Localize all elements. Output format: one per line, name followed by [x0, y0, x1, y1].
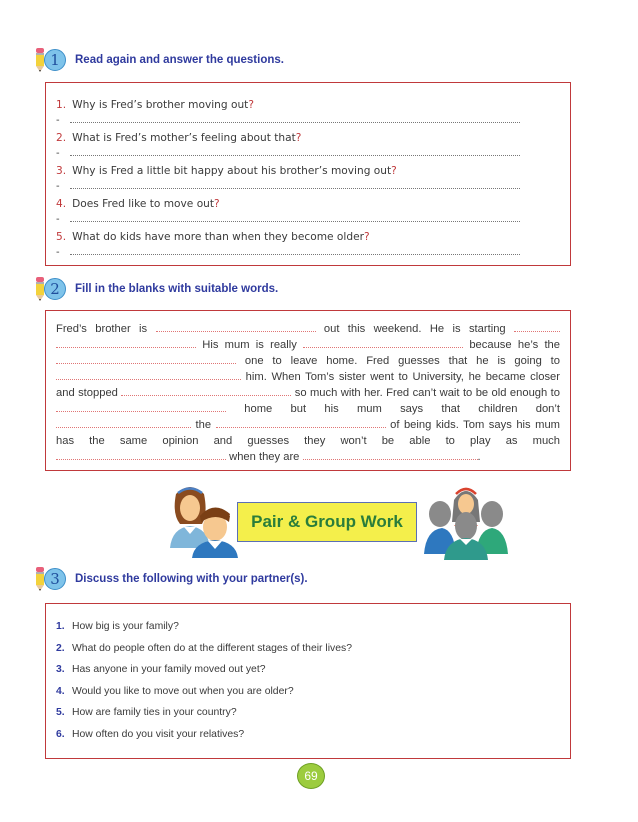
answer-dash: - [56, 247, 60, 258]
section-number-badge: 2 [44, 278, 66, 300]
page-number-badge: 69 [297, 763, 325, 789]
question-mark: ? [248, 99, 254, 111]
question-number: 2. [56, 132, 67, 144]
blank-field[interactable] [303, 450, 478, 460]
item-question-mark: ? [230, 707, 237, 718]
text-segment: home but his mum says that children don’t [244, 403, 561, 415]
answer-blank[interactable] [70, 114, 520, 123]
blank-field[interactable] [121, 386, 291, 396]
text-segment: him. When Tom’s sister went to University, he became closer and stopped [56, 371, 560, 399]
answer-line[interactable] [56, 246, 560, 262]
answer-blank[interactable] [70, 246, 520, 255]
text-segment: when they are [229, 451, 300, 463]
answer-blank[interactable] [70, 147, 520, 156]
answer-line[interactable] [56, 213, 560, 229]
item-question-mark: ? [259, 664, 266, 675]
discussion-box [45, 603, 571, 759]
section-number-badge: 3 [44, 568, 66, 590]
question-number: 1. [56, 99, 67, 111]
discussion-item [56, 702, 352, 724]
discussion-item [56, 681, 352, 703]
question-item [56, 196, 560, 213]
question-item [56, 163, 560, 180]
item-text: Has anyone in your family moved out yet [72, 664, 260, 675]
blank-field[interactable] [156, 322, 316, 332]
item-question-mark: ? [173, 621, 179, 632]
item-question-mark: ? [238, 728, 245, 740]
question-text: Why is Fred’s brother moving out [72, 99, 249, 111]
blank-field[interactable] [56, 370, 241, 380]
blank-field[interactable] [216, 418, 386, 428]
group-people-illustration [424, 482, 508, 560]
item-number: 3. [56, 664, 65, 675]
item-text: Would you like to move out when you are older [72, 685, 288, 697]
blank-field[interactable] [56, 354, 236, 364]
blank-field[interactable] [56, 402, 226, 412]
answer-blank[interactable] [70, 213, 520, 222]
fill-blanks-paragraph [56, 321, 560, 465]
text-segment: Fred’s brother is [56, 323, 148, 335]
question-text: What is Fred’s mother’s feeling about that [72, 132, 296, 144]
answer-line[interactable] [56, 147, 560, 163]
question-number: 5. [56, 231, 67, 243]
section-3-header [34, 566, 308, 592]
answer-dash: - [56, 148, 60, 159]
answer-dash: - [56, 214, 60, 225]
section-title: Discuss the following with your partner(s). [75, 573, 308, 585]
discussion-list [56, 616, 352, 745]
answer-dash: - [56, 181, 60, 192]
item-number: 4. [56, 685, 65, 697]
questions-box [45, 82, 571, 266]
answer-dash: - [56, 115, 60, 126]
blank-field[interactable] [514, 322, 560, 332]
banner-label: Pair & Group Work [251, 512, 403, 531]
item-text: How are family ties in your country [72, 707, 231, 718]
section-title: Read again and answer the questions. [75, 54, 284, 66]
discussion-item [56, 638, 352, 660]
question-mark: ? [363, 231, 370, 243]
blank-field[interactable] [56, 418, 191, 428]
text-segment: one to leave home. Fred guesses that he is going to [244, 355, 560, 367]
item-text: How big is your family [72, 621, 174, 632]
item-number: 2. [56, 642, 65, 654]
question-number: 4. [56, 198, 67, 210]
section-1-header [34, 47, 284, 73]
question-text: What do kids have more than when they become older [72, 231, 364, 243]
pencil-icon [34, 567, 46, 591]
question-mark: ? [214, 198, 220, 210]
question-item [56, 97, 560, 114]
discussion-item [56, 616, 352, 638]
text-segment: His mum is really [202, 339, 297, 351]
discussion-item [56, 659, 352, 681]
blank-field[interactable] [56, 450, 226, 460]
item-number: 5. [56, 707, 65, 718]
question-number: 3. [56, 165, 67, 177]
blank-field[interactable] [303, 338, 463, 348]
pencil-icon [34, 48, 46, 72]
text-segment: the [195, 419, 212, 431]
item-question-mark: ? [346, 642, 352, 654]
answer-line[interactable] [56, 114, 560, 130]
item-text: How often do you visit your relatives [72, 728, 239, 740]
pencil-icon [34, 277, 46, 301]
answer-line[interactable] [56, 180, 560, 196]
question-mark: ? [295, 132, 302, 144]
answer-blank[interactable] [70, 180, 520, 189]
text-segment: of being kids. Tom says his mum has the same opinion and guesses they won’t be able to play as much [56, 419, 560, 447]
section-title: Fill in the blanks with suitable words. [75, 283, 279, 295]
item-question-mark: ? [287, 685, 294, 697]
item-number: 1. [56, 621, 65, 632]
question-item [56, 130, 560, 147]
pair-group-work-banner [237, 502, 417, 542]
item-number: 6. [56, 728, 65, 740]
text-segment: out this weekend. He is starting [323, 323, 506, 335]
item-text: What do people often do at the different stages of their lives [72, 642, 347, 654]
question-item [56, 229, 560, 246]
fill-blanks-box [45, 310, 571, 471]
section-2-header [34, 276, 278, 302]
question-text: Why is Fred a little bit happy about his brother’s moving out [72, 165, 392, 177]
question-text: Does Fred like to move out [72, 198, 215, 210]
discussion-item [56, 724, 352, 746]
text-segment: because he’s the [469, 339, 560, 351]
text-segment: so much with her. Fred can’t wait to be old enough to [294, 387, 560, 399]
question-list [56, 97, 560, 262]
text-segment: . [477, 451, 481, 463]
question-mark: ? [391, 165, 397, 177]
blank-field[interactable] [56, 338, 196, 348]
section-number-badge: 1 [44, 49, 66, 71]
